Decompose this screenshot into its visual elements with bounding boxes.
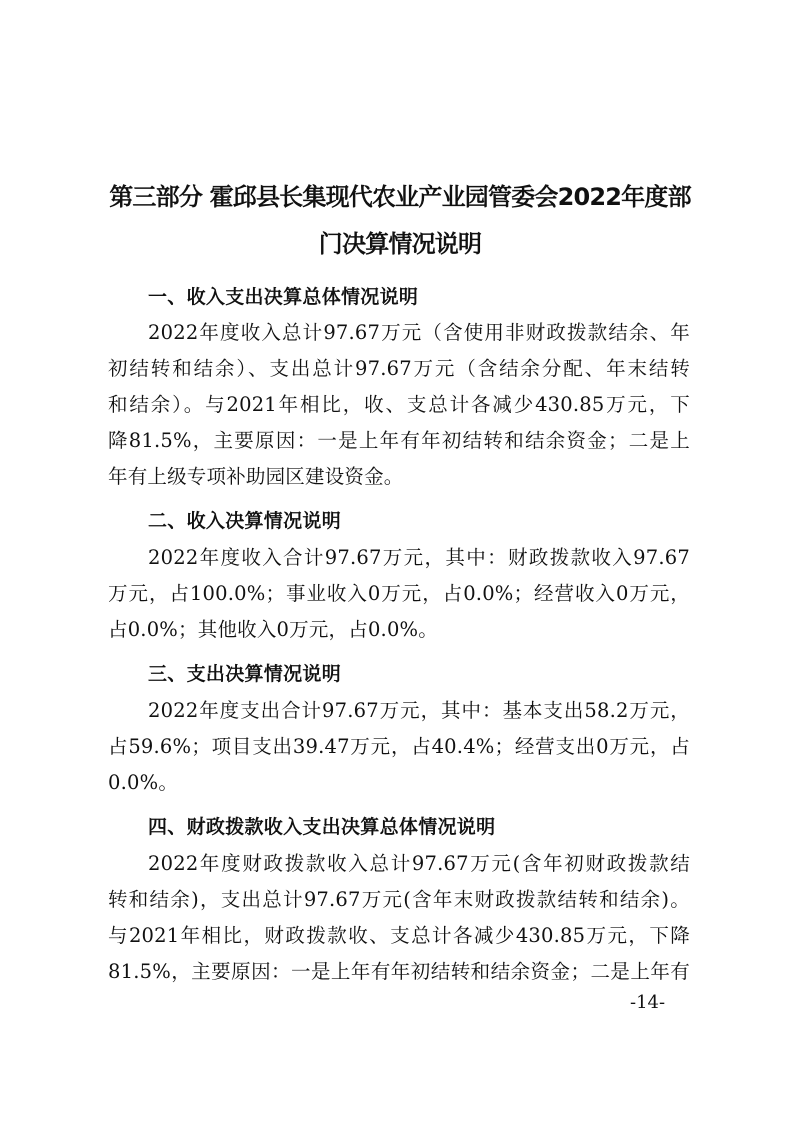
paragraph-line: 2022年度收入总计97.67万元（含使用非财政拨款结余、年: [148, 321, 690, 344]
section-heading: 四、财政拨款收入支出决算总体情况说明: [148, 816, 496, 838]
paragraph-line: 和结余）。与2021年相比，收、支总计各减少430.85万元，下: [108, 393, 690, 416]
page-number: -14-: [630, 992, 666, 1013]
paragraph-line: 2022年度财政拨款收入总计97.67万元(含年初财政拨款结: [148, 852, 690, 875]
section-heading: 三、支出决算情况说明: [148, 663, 342, 685]
paragraph-line: 万元，占100.0%；事业收入0万元，占0.0%；经营收入0万元，: [108, 582, 690, 605]
paragraph-line: 占59.6%；项目支出39.47万元，占40.4%；经营支出0万元，占: [108, 735, 690, 758]
paragraph-line: 2022年度支出合计97.67万元，其中：基本支出58.2万元，: [148, 699, 690, 722]
paragraph-line: 与2021年相比，财政拨款收、支总计各减少430.85万元，下降: [108, 924, 690, 947]
paragraph-line: 0.0%。: [108, 771, 179, 794]
page-title-line-2: 门决算情况说明: [318, 230, 482, 258]
section-heading: 一、收入支出决算总体情况说明: [148, 286, 419, 308]
paragraph-line: 81.5%，主要原因：一是上年有年初结转和结余资金；二是上年有: [108, 960, 690, 983]
page-title-line-1: 第三部分 霍邱县长集现代农业产业园管委会2022年度部: [109, 183, 691, 211]
paragraph-line: 转和结余)，支出总计97.67万元(含年末财政拨款结转和结余)。: [108, 888, 690, 911]
paragraph-line: 降81.5%，主要原因：一是上年有年初结转和结余资金；二是上: [108, 429, 690, 452]
paragraph-line: 初结转和结余）、支出总计97.67万元（含结余分配、年末结转: [108, 357, 690, 380]
paragraph-line: 占0.0%；其他收入0万元，占0.0%。: [108, 618, 438, 641]
section-heading: 二、收入决算情况说明: [148, 510, 342, 532]
paragraph-line: 年有上级专项补助园区建设资金。: [108, 465, 404, 488]
paragraph-line: 2022年度收入合计97.67万元，其中：财政拨款收入97.67: [148, 546, 690, 569]
